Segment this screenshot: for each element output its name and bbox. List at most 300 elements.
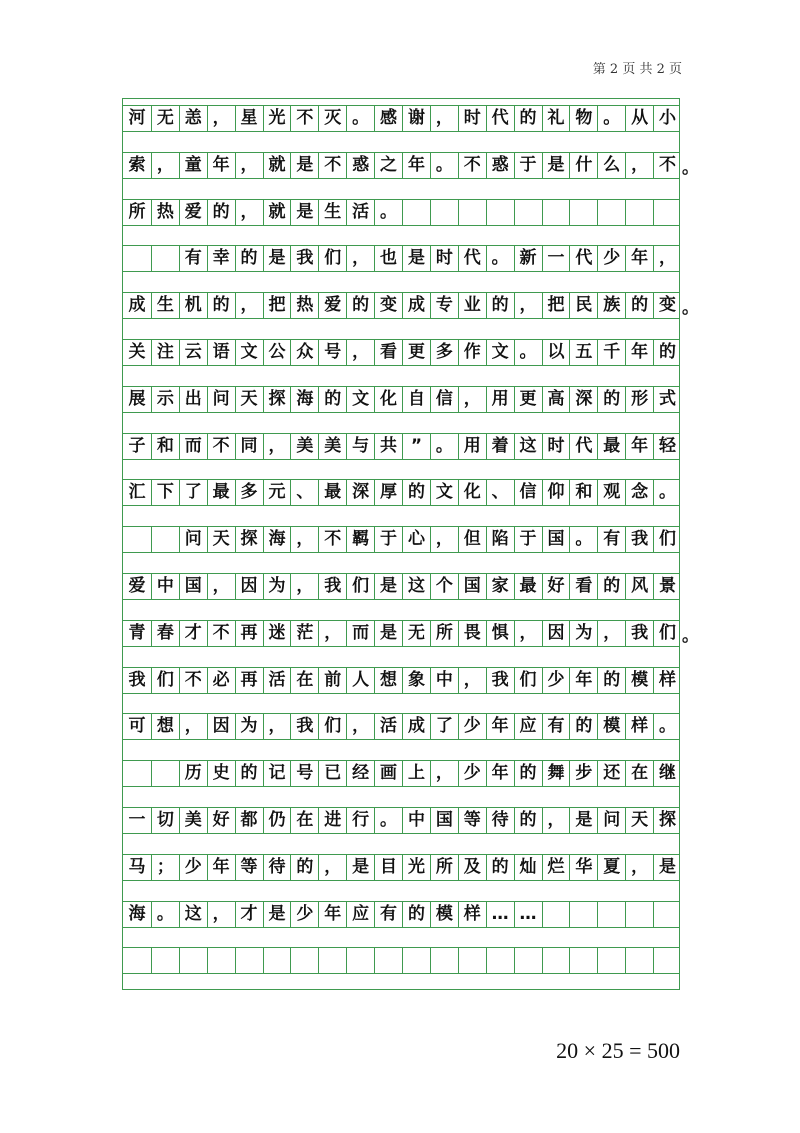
grid-cell: 语: [207, 339, 235, 366]
grid-cell: 时: [430, 245, 458, 272]
grid-cell: 不: [318, 152, 346, 179]
grid-cell: 恙: [179, 105, 207, 132]
grid-cell: [458, 947, 486, 974]
grid-cell: 族: [597, 292, 625, 319]
grid-cell: 是: [290, 199, 318, 226]
grid-cell: 但: [458, 526, 486, 553]
grid-cell: 史: [207, 760, 235, 787]
grid-cell: 文: [346, 386, 374, 413]
grid-cell: ，: [207, 901, 235, 928]
grid-cell: 探: [263, 386, 291, 413]
grid-cell: 年: [486, 760, 514, 787]
grid-cell: 业: [458, 292, 486, 319]
grid-cell: ，: [514, 620, 542, 647]
grid-cell: 们: [346, 573, 374, 600]
grid-cell: ，: [207, 105, 235, 132]
grid-cell: 公: [263, 339, 291, 366]
grid-cell: 们: [318, 245, 346, 272]
grid-cell: 五: [569, 339, 597, 366]
grid-row: [123, 713, 679, 740]
grid-cell: 家: [486, 573, 514, 600]
grid-cell: 共: [374, 433, 402, 460]
grid-cell: [207, 947, 235, 974]
grid-cell: 看: [569, 573, 597, 600]
grid-cell: 应: [346, 901, 374, 928]
grid-cell: 问: [207, 386, 235, 413]
grid-cell: 历: [179, 760, 207, 787]
grid-cell: [151, 947, 179, 974]
grid-cell: 童: [179, 152, 207, 179]
grid-cell: ，: [346, 245, 374, 272]
grid-cell: 化: [458, 479, 486, 506]
grid-cell: 好: [542, 573, 570, 600]
grid-cell: 成: [128, 295, 146, 316]
grid-cell: 进: [318, 807, 346, 834]
grid-cell: 了: [430, 713, 458, 740]
grid-cell: 们: [653, 526, 681, 553]
grid-cell: 和: [151, 433, 179, 460]
grid-cell: 好: [207, 807, 235, 834]
grid-cell: 们: [653, 620, 681, 647]
grid-cell: [569, 901, 597, 928]
grid-cell: 。: [514, 339, 542, 366]
grid-cell: [569, 947, 597, 974]
grid-cell: 于: [374, 526, 402, 553]
grid-cell: 少: [290, 901, 318, 928]
page-number: 第 2 页 共 2 页: [592, 62, 682, 77]
grid-cell: 切: [151, 807, 179, 834]
grid-cell: 更: [514, 386, 542, 413]
grid-cell: 念: [625, 479, 653, 506]
grid-cell: 的: [486, 292, 514, 319]
grid-cell: [514, 947, 542, 974]
grid-cell: 年: [207, 854, 235, 881]
grid-cell: 最: [597, 433, 625, 460]
grid-cell: 美: [318, 433, 346, 460]
grid-cell: 。: [430, 152, 458, 179]
grid-cell: 是: [263, 245, 291, 272]
grid-cell: [151, 760, 179, 787]
grid-cell: 一: [128, 810, 146, 830]
grid-cell: 天: [207, 526, 235, 553]
grid-cell: ，: [625, 854, 653, 881]
grid-cell: 不: [179, 667, 207, 694]
grid-cell: 目: [374, 854, 402, 881]
grid-row: [123, 105, 679, 132]
grid-cell: 不: [207, 620, 235, 647]
grid-cell: [653, 901, 681, 928]
grid-cell: 形: [625, 386, 653, 413]
grid-cell: 无: [402, 620, 430, 647]
grid-cell: 等: [458, 807, 486, 834]
grid-cell: 同: [235, 433, 263, 460]
grid-cell: 所: [430, 854, 458, 881]
grid-cell: ，: [151, 152, 179, 179]
grid-cell: 民: [569, 292, 597, 319]
grid-cell: ，: [514, 292, 542, 319]
grid-cell: 所: [430, 620, 458, 647]
grid-cell: 不: [290, 105, 318, 132]
grid-cell: 仍: [263, 807, 291, 834]
grid-cell: 有: [179, 245, 207, 272]
grid-cell: 。: [430, 433, 458, 460]
grid-cell: 畏: [458, 620, 486, 647]
grid-cell: 国: [179, 573, 207, 600]
grid-cell: 年: [569, 667, 597, 694]
grid-overflow-punctuation: 。: [682, 298, 699, 319]
grid-cell: 画: [374, 760, 402, 787]
grid-cell: 热: [290, 292, 318, 319]
grid-cell: 这: [402, 573, 430, 600]
grid-cell: 时: [542, 433, 570, 460]
grid-cell: 代: [458, 245, 486, 272]
grid-cell: 我: [128, 669, 146, 690]
grid-cell: 谢: [402, 105, 430, 132]
grid-cell: ，: [346, 339, 374, 366]
grid-cell: 不: [318, 526, 346, 553]
grid-row: [123, 433, 679, 460]
grid-cell: [597, 199, 625, 226]
grid-cell: 在: [290, 667, 318, 694]
grid-cell: ，: [458, 386, 486, 413]
grid-cell: 因: [235, 573, 263, 600]
grid-cell: 从: [625, 105, 653, 132]
grid-cell: 的: [318, 386, 346, 413]
grid-cell: 生: [151, 292, 179, 319]
grid-cell: 文: [235, 339, 263, 366]
grid-cell: [346, 947, 374, 974]
grid-cell: [542, 901, 570, 928]
grid-cell: 礼: [542, 105, 570, 132]
grid-cell: 是: [653, 854, 681, 881]
grid-cell: 年: [486, 713, 514, 740]
grid-cell: 美: [290, 433, 318, 460]
grid-cell: 的: [402, 901, 430, 928]
grid-cell: 我: [290, 713, 318, 740]
grid-cell: 烂: [542, 854, 570, 881]
grid-cell: 的: [486, 854, 514, 881]
grid-cell: 。: [346, 105, 374, 132]
grid-cell: 注: [151, 339, 179, 366]
grid-cell: 有: [374, 901, 402, 928]
grid-cell: 样: [458, 901, 486, 928]
grid-cell: ，: [235, 152, 263, 179]
grid-cell: 海: [128, 903, 146, 924]
grid-cell: ；: [151, 854, 179, 881]
grid-cell: 样: [653, 667, 681, 694]
grid-cell: ，: [430, 105, 458, 132]
grid-cell: 们: [151, 667, 179, 694]
grid-cell: 少: [179, 854, 207, 881]
grid-cell: 时: [458, 105, 486, 132]
grid-cell: [235, 947, 263, 974]
grid-cell: 年: [625, 433, 653, 460]
grid-row: [123, 199, 679, 226]
grid-cell: 个: [430, 573, 458, 600]
grid-cell: 的: [569, 713, 597, 740]
grid-cell: 的: [346, 292, 374, 319]
grid-cell: 把: [542, 292, 570, 319]
grid-cell: 、: [486, 479, 514, 506]
grid-cell: 再: [235, 667, 263, 694]
grid-cell: 和: [569, 479, 597, 506]
grid-row: [123, 292, 699, 319]
grid-cell: 代: [569, 433, 597, 460]
grid-cell: 了: [179, 479, 207, 506]
grid-cell: ，: [653, 245, 681, 272]
grid-cell: 轻: [653, 433, 681, 460]
grid-cell: 国: [458, 573, 486, 600]
grid-cell: 的: [653, 339, 681, 366]
grid-cell: 年: [318, 901, 346, 928]
grid-cell: 在: [290, 807, 318, 834]
grid-cell: 于: [514, 526, 542, 553]
grid-cell: 们: [514, 667, 542, 694]
grid-cell: 风: [625, 573, 653, 600]
grid-cell: 模: [597, 713, 625, 740]
grid-row: [123, 526, 679, 553]
grid-cell: 号: [318, 339, 346, 366]
grid-cell: 可: [128, 716, 146, 737]
grid-cell: ，: [430, 526, 458, 553]
grid-cell: 中: [430, 667, 458, 694]
grid-cell: [653, 947, 681, 974]
grid-cell: 应: [514, 713, 542, 740]
grid-cell: 美: [179, 807, 207, 834]
grid-cell: 。: [597, 105, 625, 132]
grid-cell: 于: [514, 152, 542, 179]
grid-cell: 因: [542, 620, 570, 647]
grid-row: [123, 386, 679, 413]
grid-cell: 年: [207, 152, 235, 179]
grid-cell: 感: [374, 105, 402, 132]
grid-cell: 是: [374, 573, 402, 600]
grid-cell: 问: [179, 526, 207, 553]
grid-cell: 年: [625, 245, 653, 272]
grid-cell: 的: [207, 199, 235, 226]
grid-cell: 、: [290, 479, 318, 506]
grid-cell: 光: [263, 105, 291, 132]
grid-cell: 都: [235, 807, 263, 834]
grid-cell: 是: [346, 854, 374, 881]
grid-cell: 而: [179, 433, 207, 460]
grid-cell: 经: [346, 760, 374, 787]
grid-cell: 自: [402, 386, 430, 413]
grid-cell: 仰: [542, 479, 570, 506]
grid-cell: 最: [318, 479, 346, 506]
grid-cell: 观: [597, 479, 625, 506]
grid-cell: 式: [653, 386, 681, 413]
grid-cell: ，: [235, 292, 263, 319]
grid-cell: 云: [179, 339, 207, 366]
grid-cell: 中: [402, 807, 430, 834]
grid-cell: 的: [290, 854, 318, 881]
grid-cell: [458, 199, 486, 226]
grid-cell: 探: [653, 807, 681, 834]
grid-cell: [402, 199, 430, 226]
grid-cell: 在: [625, 760, 653, 787]
grid-cell: 等: [235, 854, 263, 881]
grid-cell: 茫: [290, 620, 318, 647]
grid-cell: [653, 199, 681, 226]
grid-cell: 着: [486, 433, 514, 460]
grid-cell: 用: [486, 386, 514, 413]
grid-cell: 我: [486, 667, 514, 694]
grid-cell: 的: [597, 667, 625, 694]
grid-cell: 舞: [542, 760, 570, 787]
grid-cell: 把: [263, 292, 291, 319]
grid-cell: 深: [569, 386, 597, 413]
grid-cell: 深: [346, 479, 374, 506]
grid-cell: 象: [402, 667, 430, 694]
grid-cell: 爱: [318, 292, 346, 319]
grid-cell: 的: [597, 573, 625, 600]
grid-cell: 多: [430, 339, 458, 366]
grid-cell: [290, 947, 318, 974]
grid-cell: 少: [458, 713, 486, 740]
grid-cell: 。: [374, 807, 402, 834]
grid-cell: [514, 199, 542, 226]
grid-row: [123, 152, 699, 179]
grid-cell: 活: [263, 667, 291, 694]
grid-cell: [123, 947, 151, 974]
grid-cell: 记: [263, 760, 291, 787]
grid-cell: 的: [235, 245, 263, 272]
grid-cell: 继: [653, 760, 681, 787]
grid-cell: 我: [625, 620, 653, 647]
grid-cell: 所: [128, 201, 146, 222]
grid-cell: 元: [263, 479, 291, 506]
grid-cell: 。: [374, 199, 402, 226]
grid-cell: 厚: [374, 479, 402, 506]
grid-cell: [151, 526, 179, 553]
grid-cell: 步: [569, 760, 597, 787]
grid-row: [123, 947, 679, 974]
grid-cell: 变: [374, 292, 402, 319]
grid-cell: 。: [653, 479, 681, 506]
grid-cell: 子: [128, 435, 146, 456]
grid-cell: [597, 947, 625, 974]
grid-cell: 再: [235, 620, 263, 647]
grid-cell: 物: [569, 105, 597, 132]
grid-cell: 最: [514, 573, 542, 600]
grid-cell: 下: [151, 479, 179, 506]
grid-row: [123, 620, 699, 647]
grid-cell: 为: [569, 620, 597, 647]
grid-cell: 信: [514, 479, 542, 506]
grid-cell: 示: [151, 386, 179, 413]
grid-cell: 。: [486, 245, 514, 272]
grid-cell: [597, 901, 625, 928]
grid-cell: [318, 947, 346, 974]
grid-overflow-punctuation: 。: [682, 625, 699, 646]
grid-cell: 用: [458, 433, 486, 460]
grid-cell: 有: [542, 713, 570, 740]
grid-cell: [430, 199, 458, 226]
grid-cell: 少: [458, 760, 486, 787]
grid-cell: 想: [374, 667, 402, 694]
grid-cell: 河: [128, 108, 146, 128]
grid-cell: 出: [179, 386, 207, 413]
grid-cell: 高: [542, 386, 570, 413]
grid-cell: 是: [402, 245, 430, 272]
grid-cell: 文: [430, 479, 458, 506]
grid-cell: 众: [290, 339, 318, 366]
grid-cell: 成: [402, 713, 430, 740]
grid-cell: 样: [625, 713, 653, 740]
grid-cell: 热: [151, 199, 179, 226]
grid-cell: 化: [374, 386, 402, 413]
grid-cell: ，: [597, 620, 625, 647]
grid-cell: 汇: [128, 482, 146, 503]
grid-cell: [374, 947, 402, 974]
grid-cell: 国: [430, 807, 458, 834]
grid-cell: 人: [346, 667, 374, 694]
grid-cell: 之: [374, 152, 402, 179]
grid-cell: 什: [569, 152, 597, 179]
grid-cell: 为: [263, 573, 291, 600]
grid-cell: 是: [263, 901, 291, 928]
grid-cell: 我: [318, 573, 346, 600]
grid-cell: 的: [514, 807, 542, 834]
grid-cell: 才: [179, 620, 207, 647]
grid-cell: 年: [402, 152, 430, 179]
grid-cell: …: [486, 901, 514, 928]
grid-cell: ”: [402, 433, 430, 460]
grid-cell: 索: [128, 154, 146, 175]
grid-row: [123, 760, 679, 787]
grid-cell: [625, 947, 653, 974]
grid-cell: 信: [430, 386, 458, 413]
grid-cell: 们: [318, 713, 346, 740]
grid-cell: 小: [653, 105, 681, 132]
grid-row: [123, 854, 679, 881]
grid-cell: 代: [569, 245, 597, 272]
grid-cell: …: [514, 901, 542, 928]
grid-cell: 爱: [128, 576, 146, 596]
grid-cell: 上: [402, 760, 430, 787]
grid-cell: 最: [207, 479, 235, 506]
grid-cell: 星: [235, 105, 263, 132]
grid-cell: 少: [597, 245, 625, 272]
grid-row: [123, 245, 679, 272]
grid-cell: 光: [402, 854, 430, 881]
grid-cell: 灭: [318, 105, 346, 132]
grid-cell: 展: [128, 388, 146, 409]
grid-cell: ，: [458, 667, 486, 694]
grid-cell: 惧: [486, 620, 514, 647]
grid-cell: 华: [569, 854, 597, 881]
grid-cell: [542, 199, 570, 226]
grid-cell: 活: [346, 199, 374, 226]
grid-cell: 就: [263, 199, 291, 226]
grid-cell: [123, 245, 151, 272]
grid-cell: 天: [625, 807, 653, 834]
grid-cell: 与: [346, 433, 374, 460]
grid-cell: 而: [346, 620, 374, 647]
grid-cell: 前: [318, 667, 346, 694]
grid-cell: 我: [290, 245, 318, 272]
grid-cell: 爱: [179, 199, 207, 226]
grid-cell: 号: [290, 760, 318, 787]
grid-cell: 因: [207, 713, 235, 740]
grid-cell: 。: [653, 713, 681, 740]
grid-cell: 我: [625, 526, 653, 553]
word-count-formula: 20 × 25 = 500: [556, 1038, 680, 1063]
grid-cell: 探: [235, 526, 263, 553]
grid-cell: 不: [458, 152, 486, 179]
grid-cell: ，: [263, 713, 291, 740]
